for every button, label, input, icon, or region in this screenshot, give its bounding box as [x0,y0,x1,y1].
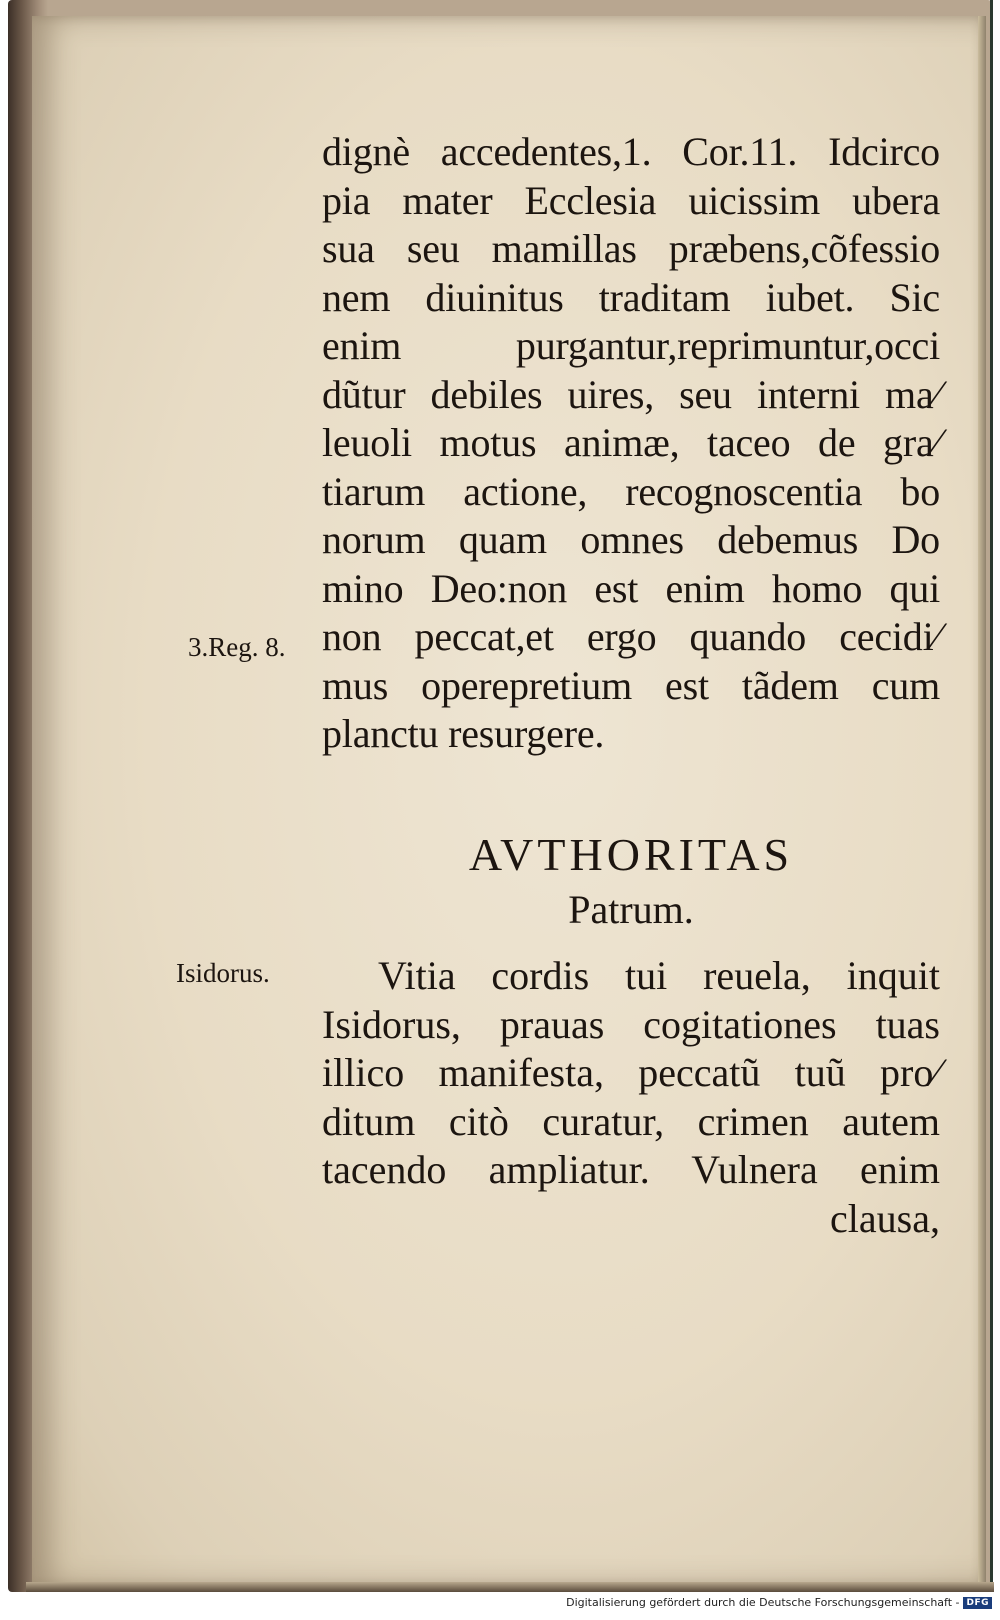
text-line: planctu resurgere. [322,711,605,756]
text-line: sua seu mamillas præbens,cõfessio [322,226,940,271]
margin-note-isidorus: Isidorus. [176,958,270,988]
page-bottom-edge [26,1582,994,1592]
text-line: enim purgantur,reprimuntur,occi [322,323,940,368]
catchword: clausa, [830,1195,940,1241]
section-subheading: Patrum. [568,887,694,932]
text-line: norum quam omnes debemus Do [322,517,940,562]
text-line: dũtur debiles uires, seu interni ma⁄ [322,371,940,417]
main-text-block [322,128,940,759]
text-line: illico manifesta, peccatũ tuũ pro⁄ [322,1050,940,1095]
text-line: Isidorus, prauas cogitationes tuas [322,1001,940,1047]
text-line: ditum citò curatur, crimen autem [322,1098,940,1144]
text-line: dignè accedentes,1. Cor.11. Idcirco [322,129,940,174]
page-right-border [990,0,993,1592]
isidorus-text-block [322,952,940,1243]
text-line: tacendo ampliatur. Vulnera enim [322,1147,940,1192]
text-line: mino Deo:non est enim homo qui [322,565,940,611]
digitization-credit [566,1596,992,1609]
text-line: leuoli motus animæ, taceo de gra⁄ [322,420,940,465]
text-line: pia mater Ecclesia uicissim ubera [322,177,940,223]
section-heading: AVTHORITAS [468,829,794,880]
dfg-logo: DFG [963,1597,992,1609]
text-line: nem diuinitus traditam iubet. Sic [322,274,940,320]
text-line: mus operepretium est tãdem cum [322,662,940,708]
text-line: Vitia cordis tui reuela, inquit [378,953,940,998]
text-line: non peccat,et ergo quando cecidi⁄ [322,614,940,659]
credit-text: Digitalisierung gefördert durch die Deutsche Forschungsgemeinschaft - [566,1596,960,1609]
text-line: tiarum actione, recognoscentia bo [322,468,940,514]
margin-note-reg: 3.Reg. 8. [188,632,286,662]
